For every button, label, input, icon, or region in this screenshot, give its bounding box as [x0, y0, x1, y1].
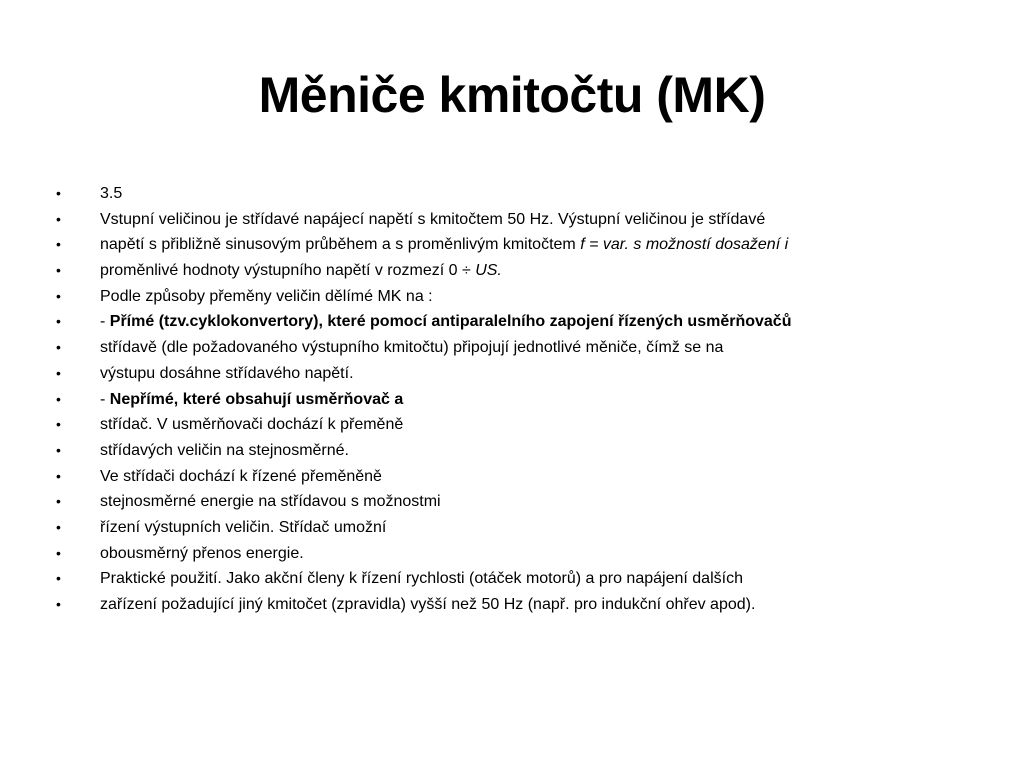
list-item	[56, 541, 986, 567]
bullet-text: proměnlivé hodnoty výstupního napětí v rozmezí 0 ÷	[100, 262, 476, 280]
list-item	[56, 592, 986, 618]
list-item	[56, 464, 986, 490]
list-item	[56, 361, 986, 387]
list-item	[56, 515, 986, 541]
bullet-dot-icon: •	[56, 570, 61, 587]
list-item	[56, 258, 986, 284]
list-item	[56, 232, 986, 258]
list-item	[56, 309, 986, 335]
slide-title: Měniče kmitočtu (MK)	[258, 67, 766, 123]
bullet-text: výstupu dosáhne střídavého napětí.	[100, 364, 354, 382]
bullet-text: stejnosměrné energie na střídavou s možnostmi	[100, 493, 441, 511]
bullet-dot-icon: •	[56, 416, 61, 433]
bullet-dot-icon: •	[56, 236, 61, 253]
list-item	[56, 566, 986, 592]
list-item	[56, 284, 986, 310]
list-item	[56, 181, 986, 207]
bullet-text: střídavých veličin na stejnosměrné.	[100, 441, 349, 459]
bullet-dot-icon: •	[56, 313, 61, 330]
list-item	[56, 387, 986, 413]
bullet-text: -	[100, 390, 110, 408]
bullet-text-bold: Přímé (tzv.cyklokonvertory), které pomocí antiparalelního zapojení řízených usměrňovačů	[109, 313, 792, 331]
bullet-dot-icon: •	[56, 390, 61, 407]
list-item	[56, 412, 986, 438]
list-item	[56, 438, 986, 464]
bullet-text-bold: Nepřímé, které obsahují usměrňovač a	[109, 390, 404, 408]
bullet-text: řízení výstupních veličin. Střídač umožní	[100, 518, 387, 536]
bullet-dot-icon: •	[56, 518, 61, 535]
bullet-text-italic: US.	[475, 262, 502, 280]
bullet-text: Praktické použití. Jako akční členy k řízení rychlosti (otáček motorů) a pro napájení dalších	[100, 570, 743, 588]
bullet-list	[56, 181, 986, 618]
bullet-text-italic: f = var. s možností dosažení i	[580, 236, 789, 254]
bullet-dot-icon: •	[56, 185, 61, 201]
bullet-dot-icon: •	[56, 467, 61, 484]
bullet-dot-icon: •	[56, 210, 61, 227]
bullet-text: zařízení požadující jiný kmitočet (zpravidla) vyšší než 50 Hz (např. pro indukční ohřev apod).	[100, 596, 756, 613]
bullet-dot-icon: •	[56, 287, 61, 304]
bullet-text: střídač. V usměrňovači dochází k přeměně	[100, 416, 404, 434]
bullet-text: napětí s přibližně sinusovým průběhem a s proměnlivým kmitočtem	[100, 236, 581, 254]
bullet-dot-icon: •	[56, 596, 61, 612]
bullet-dot-icon: •	[56, 364, 61, 381]
bullet-text: 3.5	[100, 185, 123, 202]
bullet-text: Vstupní veličinou je střídavé napájecí napětí s kmitočtem 50 Hz. Výstupní veličinou je střídavé	[100, 210, 766, 228]
bullet-dot-icon: •	[56, 262, 61, 279]
list-item	[56, 489, 986, 515]
bullet-text: střídavě (dle požadovaného výstupního kmitočtu) připojují jednotlivé měniče, čímž se na	[100, 339, 724, 357]
bullet-dot-icon: •	[56, 441, 61, 458]
bullet-text: Podle způsoby přeměny veličin dělímé MK na :	[100, 287, 433, 305]
bullet-text: Ve střídači dochází k řízené přeměněně	[100, 467, 382, 485]
list-item	[56, 335, 986, 361]
bullet-dot-icon: •	[56, 339, 61, 356]
list-item	[56, 207, 986, 233]
bullet-text: obousměrný přenos energie.	[100, 544, 304, 562]
bullet-dot-icon: •	[56, 544, 61, 561]
bullet-dot-icon: •	[56, 493, 61, 510]
bullet-text: -	[100, 313, 110, 331]
